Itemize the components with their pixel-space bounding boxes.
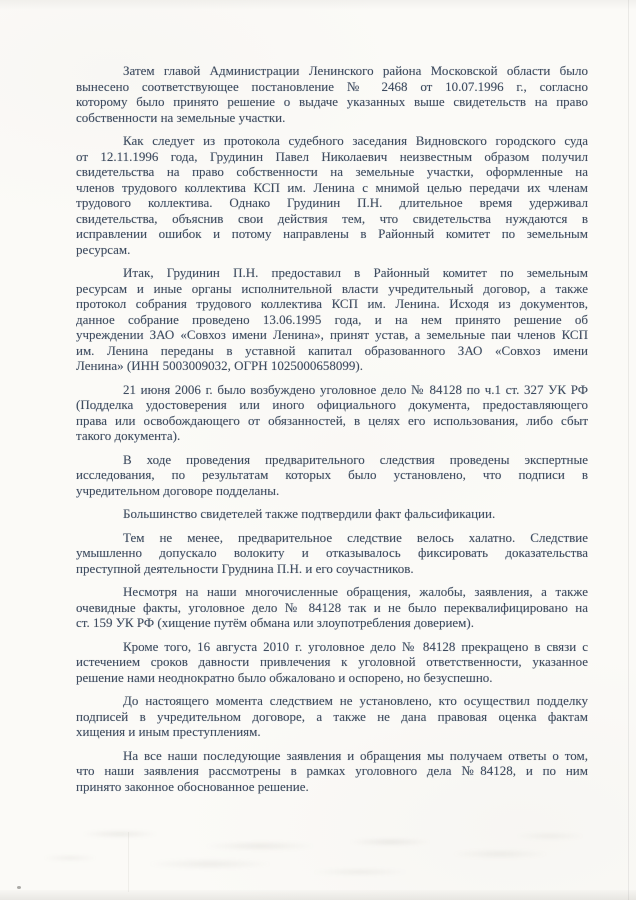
document-text — [76, 63, 588, 802]
text-line: хищения и иным преступлениям. — [76, 724, 261, 739]
paragraph — [76, 693, 588, 740]
text-line: вынесено соответствующее постановление № 2468 от 10.07.1996 г., согласно — [76, 78, 588, 94]
text-line: трудового коллектива. Однако Грудинин П.Н. длительное время удерживал — [76, 195, 588, 210]
paragraph — [76, 584, 588, 631]
text-line: свидетельства на право собственности на земельные участки, оформленные на — [76, 164, 588, 179]
text-line: ресурсам и иные органы исполнительной власти учредительный договор, а также — [76, 280, 588, 296]
text-line: Как следует из протокола судебного заседания Видновского городского суда — [123, 133, 588, 148]
text-line: Большинство свидетелей также подтвердили факт фальсификации. — [123, 506, 496, 521]
text-line: решение нами неоднократно было обжаловано и оспорено, но безуспешно. — [76, 669, 493, 685]
text-line: которому было принято решение о выдаче указанных выше свидетельств на право — [76, 94, 588, 109]
paragraph — [76, 639, 588, 686]
text-line: права или освобождающего от обязанностей, в целях его использования, либо сбыт — [76, 412, 588, 428]
page-right-edge-line — [628, 0, 629, 900]
text-line: им. Ленина переданы в уставной капитал образованного ЗАО «Совхоз имени — [76, 342, 588, 358]
paragraph — [76, 506, 588, 522]
paragraph — [76, 133, 588, 257]
text-line: истечением сроков давности привлечения к уголовной ответственности, указанное — [76, 654, 588, 669]
paragraph — [76, 748, 588, 795]
text-line: такого документа). — [76, 428, 181, 443]
paragraph — [76, 63, 588, 125]
text-line: Тем не менее, предварительное следствие велось халатно. Следствие — [123, 529, 588, 545]
text-line: Затем главой Администрации Ленинского района Московской области было — [123, 63, 588, 78]
text-line: преступной деятельности Груднина П.Н. и его соучастников. — [76, 560, 414, 576]
text-line: ст. 159 УК РФ (хищение путём обмана или злоупотребления доверием). — [76, 615, 474, 630]
paragraph — [76, 452, 588, 499]
text-line: членов трудового коллектива КСП им. Ленина с мнимой целью передачи их членам — [76, 179, 588, 195]
text-line: подписей в учредительном договоре, а также не дана правовая оценка фактам — [76, 708, 588, 724]
text-line: Ленина» (ИНН 5003009032, ОГРН 1025000658099). — [76, 358, 363, 373]
paragraph — [76, 265, 588, 374]
text-line: Несмотря на наши многочисленные обращения, жалобы, заявления, а также — [123, 584, 588, 599]
ink-bleed-through-artifact — [30, 820, 600, 888]
scan-top-edge-shadow — [0, 0, 636, 10]
text-line: Кроме того, 16 августа 2010 г. уголовное дело № 84128 прекращено в связи с — [123, 638, 588, 654]
paragraph — [76, 382, 588, 444]
text-line: исправлении ошибок и потому направлены в Районный комитет по земельным — [76, 226, 588, 241]
text-line: собственности на земельные участки. — [76, 109, 286, 125]
scan-bottom-edge-shadow — [0, 890, 636, 900]
text-line: от 12.11.1996 года, Грудинин Павел Николаевич неизвестным образом получил — [76, 148, 588, 164]
text-line: исследования, по результатам которых было установлено, что подписи в — [76, 467, 588, 482]
text-line: очевидные факты, уголовное дело № 84128 так и не было переквалифицировано на — [76, 599, 588, 615]
text-line: ресурсам. — [76, 241, 131, 257]
text-line: До настоящего момента следствием не установлено, кто осуществил подделку — [123, 693, 588, 708]
text-line: что наши заявления рассмотрены в рамках уголовного дела №84128, и по ним — [76, 763, 588, 778]
text-line: свидетельства, объяснив свои действия тем, что свидетельства нуждаются в — [76, 210, 588, 226]
text-line: На все наши последующие заявления и обращения мы получаем ответы о том, — [123, 747, 588, 763]
text-line: протокол собрания трудового коллектива КСП им. Ленина. Исходя из документов, — [76, 296, 588, 311]
paragraph — [76, 530, 588, 577]
scan-speck-artifact — [17, 886, 21, 889]
text-line: (Подделка удостоверения или иного официального документа, предоставляющего — [76, 397, 588, 412]
scan-fold-line — [128, 832, 129, 892]
text-line: 21 июня 2006 г. было возбуждено уголовное дело № 84128 по ч.1 ст. 327 УК РФ — [123, 381, 588, 397]
text-line: учредительном договоре подделаны. — [76, 482, 280, 498]
text-line: Итак, Грудинин П.Н. предоставил в Районный комитет по земельным — [123, 265, 588, 280]
text-line: В ходе проведения предварительного следствия проведены экспертные — [123, 451, 588, 467]
text-line: данное собрание проведено 13.06.1995 года, и на нем принято решение об — [76, 311, 588, 327]
text-line: принято законное обоснованное решение. — [76, 778, 309, 794]
text-line: учреждении ЗАО «Совхоз имени Ленина», принят устав, а земельные паи членов КСП — [76, 327, 588, 342]
text-line: умышленно допускало волокиту и отказывалось фиксировать доказательства — [76, 545, 588, 560]
